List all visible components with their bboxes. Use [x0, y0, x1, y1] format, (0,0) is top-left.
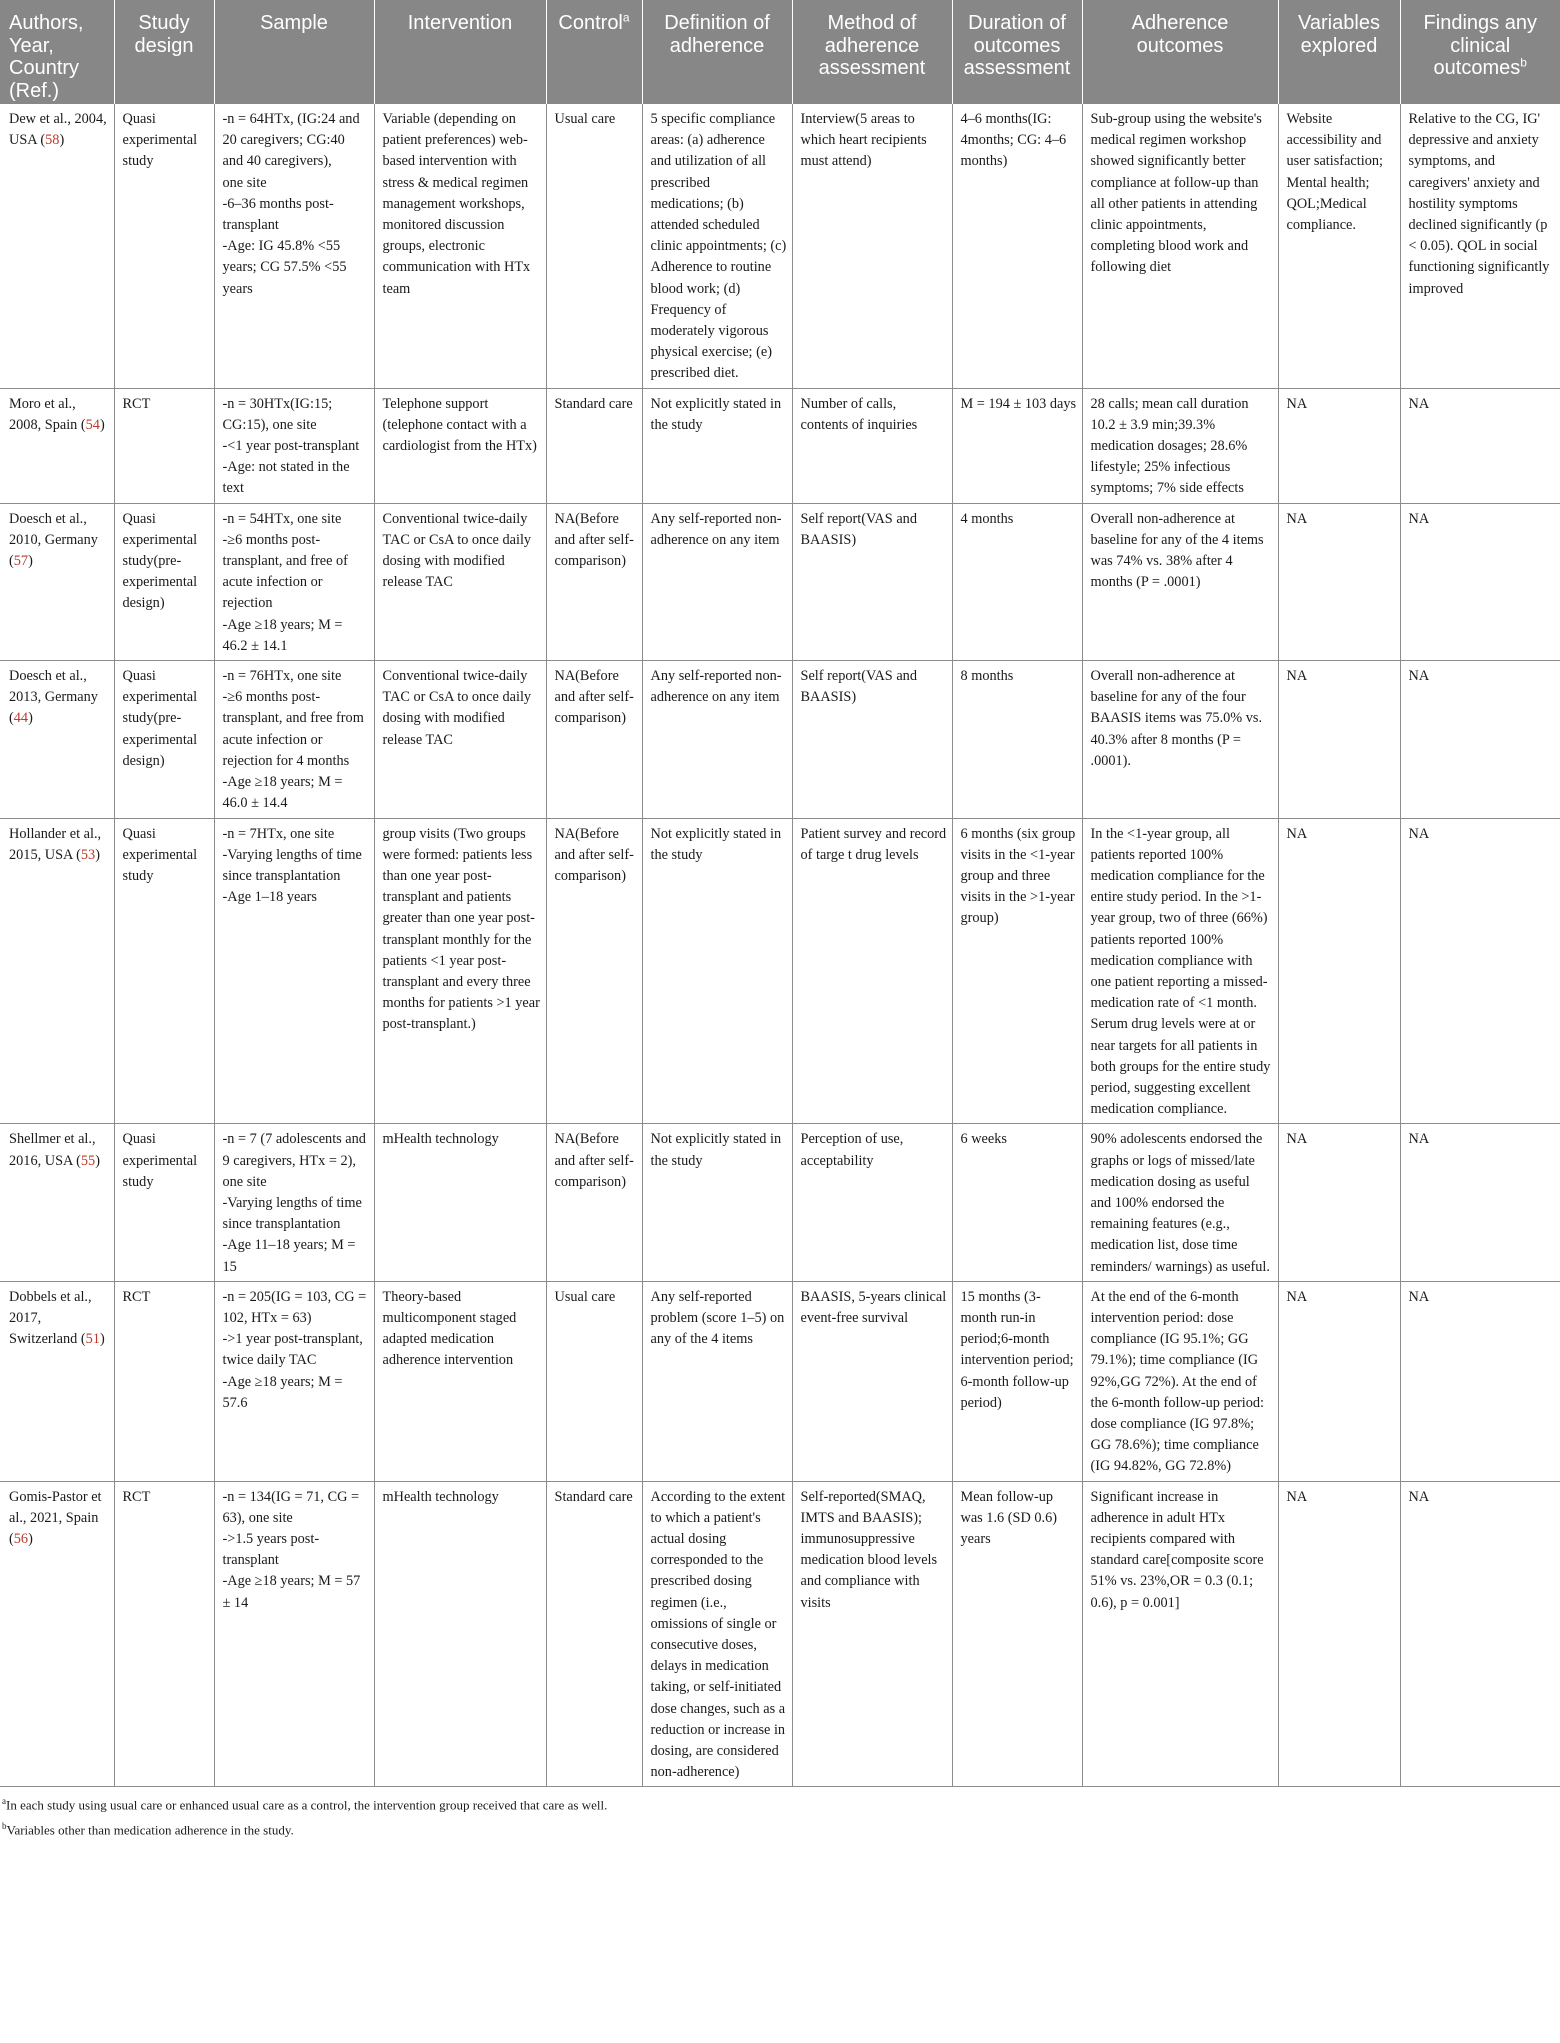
table-row [0, 1124, 1560, 1281]
sample-cell: -n = 7HTx, one site -Varying lengths of time since transplantation -Age 1–18 years [214, 818, 374, 1124]
adherence-outcomes-cell: Significant increase in adherence in adult HTx recipients compared with standard care[composite score 51% vs. 23%,OR = 0.3 (0.1; 0.6), p = 0.001] [1082, 1481, 1278, 1787]
sample-cell: -n = 30HTx(IG:15; CG:15), one site -<1 year post-transplant -Age: not stated in the text [214, 388, 374, 503]
study-design-cell: Quasi experimental study [114, 104, 214, 388]
footnote-mark: a [622, 10, 630, 25]
method-cell: Number of calls, contents of inquiries [792, 388, 952, 503]
column-header [792, 0, 952, 104]
method-cell: Interview(5 areas to which heart recipients must attend) [792, 104, 952, 388]
author-cell: Hollander et al., 2015, USA (53) [0, 818, 114, 1124]
definition-cell: Not explicitly stated in the study [642, 388, 792, 503]
findings-cell: NA [1400, 661, 1560, 818]
study-design-cell: Quasi experimental study [114, 818, 214, 1124]
author-cell: Doesch et al., 2010, Germany (57) [0, 503, 114, 660]
footnote-mark: b [2, 1820, 7, 1831]
author-text: Doesch et al., 2010, Germany [9, 510, 98, 548]
control-cell: Standard care [546, 388, 642, 503]
column-header [214, 0, 374, 104]
duration-cell: 6 weeks [952, 1124, 1082, 1281]
control-cell: Usual care [546, 104, 642, 388]
findings-cell: NA [1400, 1281, 1560, 1481]
sample-cell: -n = 134(IG = 71, CG = 63), one site ->1.5 years post-transplant -Age ≥18 years; M = 57 ± 14 [214, 1481, 374, 1787]
intervention-cell: Theory-based multicomponent staged adapted medication adherence intervention [374, 1281, 546, 1481]
column-header [0, 0, 114, 104]
intervention-cell: mHealth technology [374, 1481, 546, 1787]
duration-cell: 4–6 months(IG: 4months; CG: 4–6 months) [952, 104, 1082, 388]
footnote-a [2, 1791, 1560, 1815]
control-cell: NA(Before and after self-comparison) [546, 661, 642, 818]
column-header [374, 0, 546, 104]
variables-cell: NA [1278, 1281, 1400, 1481]
column-header-label: Method of adherence assessment [818, 12, 926, 79]
findings-cell: NA [1400, 503, 1560, 660]
column-header-label: Definition of adherence [664, 12, 770, 57]
author-text: Dew et al., 2004, USA [9, 111, 107, 149]
adherence-outcomes-cell: In the <1-year group, all patients reported 100% medication compliance for the entire study period. In the >1-year group, two of three (66%) patients reported 100% medication compliance with one patient reporting a missed-medication rate of <1 month. Serum drug levels were at or near targets for all patients in both groups for the entire study period, suggesting excellent medication compliance. [1082, 818, 1278, 1124]
author-text: Doesch et al., 2013, Germany [9, 668, 98, 706]
intervention-cell: Telephone support (telephone contact with a cardiologist from the HTx) [374, 388, 546, 503]
column-header-label: Control [558, 12, 623, 34]
table-row [0, 661, 1560, 818]
column-header [1278, 0, 1400, 104]
sample-cell: -n = 7 (7 adolescents and 9 caregivers, HTx = 2), one site -Varying lengths of time since transplantation -Age 11–18 years; M = 15 [214, 1124, 374, 1281]
duration-cell: Mean follow-up was 1.6 (SD 0.6) years [952, 1481, 1082, 1787]
control-cell: NA(Before and after self-comparison) [546, 818, 642, 1124]
author-cell: Doesch et al., 2013, Germany (44) [0, 661, 114, 818]
sample-cell: -n = 76HTx, one site -≥6 months post-transplant, and free from acute infection or rejection for 4 months -Age ≥18 years; M = 46.0 ± 14.4 [214, 661, 374, 818]
table-row [0, 1281, 1560, 1481]
study-design-cell: Quasi experimental study(pre-experimental design) [114, 503, 214, 660]
author-text: Hollander et al., 2015, USA [9, 825, 102, 863]
author-text: Dobbels et al., 2017, Switzerland [9, 1288, 92, 1348]
sample-cell: -n = 54HTx, one site -≥6 months post-transplant, and free of acute infection or rejection -Age ≥18 years; M = 46.2 ± 14.1 [214, 503, 374, 660]
sample-cell: -n = 205(IG = 103, CG = 102, HTx = 63) ->1 year post-transplant, twice daily TAC -Age ≥18 years; M = 57.6 [214, 1281, 374, 1481]
author-cell: Dobbels et al., 2017, Switzerland (51) [0, 1281, 114, 1481]
intervention-cell: group visits (Two groups were formed: patients less than one year post-transplant and patients greater than one year post-transplant monthly for the patients <1 year post-transplant and every three months for patients >1 year post-transplant.) [374, 818, 546, 1124]
table-row [0, 503, 1560, 660]
footnote-mark: b [1520, 55, 1527, 70]
study-design-cell: Quasi experimental study [114, 1124, 214, 1281]
intervention-cell: Variable (depending on patient preferences) web-based intervention with stress & medical regimen management workshops, monitored discussion groups, electronic communication with HTx team [374, 104, 546, 388]
author-cell: Shellmer et al., 2016, USA (55) [0, 1124, 114, 1281]
duration-cell: 4 months [952, 503, 1082, 660]
variables-cell: NA [1278, 661, 1400, 818]
variables-cell: NA [1278, 503, 1400, 660]
reference-link[interactable]: 56 [13, 1531, 29, 1547]
definition-cell: Not explicitly stated in the study [642, 1124, 792, 1281]
method-cell: Self report(VAS and BAASIS) [792, 661, 952, 818]
author-cell: Moro et al., 2008, Spain (54) [0, 388, 114, 503]
column-header [642, 0, 792, 104]
control-cell: Usual care [546, 1281, 642, 1481]
adherence-outcomes-cell: At the end of the 6-month intervention period: dose compliance (IG 95.1%; GG 79.1%); time compliance (IG 92%,GG 72%). At the end of the 6-month follow-up period: dose compliance (IG 97.8%; GG 78.6%); time compliance (IG 94.82%, GG 72.8%) [1082, 1281, 1278, 1481]
table-row [0, 104, 1560, 388]
adherence-outcomes-cell: Overall non-adherence at baseline for any of the 4 items was 74% vs. 38% after 4 months (P = .0001) [1082, 503, 1278, 660]
method-cell: Self report(VAS and BAASIS) [792, 503, 952, 660]
intervention-cell: Conventional twice-daily TAC or CsA to once daily dosing with modified release TAC [374, 503, 546, 660]
variables-cell: NA [1278, 818, 1400, 1124]
table-body [0, 104, 1560, 1787]
column-header-label: Intervention [407, 12, 513, 34]
column-header [952, 0, 1082, 104]
definition-cell: 5 specific compliance areas: (a) adherence and utilization of all prescribed medications; (b) attended scheduled clinic appointments; (c) Adherence to routine blood work; (d) Frequency of moderately vigorous physical exercise; (e) prescribed diet. [642, 104, 792, 388]
adherence-outcomes-cell: 28 calls; mean call duration 10.2 ± 3.9 min;39.3% medication dosages; 28.6% lifestyle; 25% infectious symptoms; 7% side effects [1082, 388, 1278, 503]
column-header-label: Variables explored [1298, 12, 1380, 57]
duration-cell: 8 months [952, 661, 1082, 818]
adherence-outcomes-cell: Sub-group using the website's medical regimen workshop showed significantly better compliance at follow-up than all other patients in attending clinic appointments, completing blood work and following diet [1082, 104, 1278, 388]
duration-cell: 15 months (3-month run-in period;6-month intervention period; 6-month follow-up period) [952, 1281, 1082, 1481]
definition-cell: Any self-reported non-adherence on any item [642, 503, 792, 660]
footnote-mark: a [2, 1796, 6, 1807]
author-text: Gomis-Pastor et al., 2021, Spain [9, 1488, 102, 1526]
findings-cell: NA [1400, 1481, 1560, 1787]
reference-link[interactable]: 55 [80, 1152, 96, 1169]
column-header-label: Sample [260, 12, 328, 34]
reference-link[interactable]: 44 [13, 710, 29, 727]
author-cell: Gomis-Pastor et al., 2021, Spain (56) [0, 1481, 114, 1787]
study-design-cell: RCT [114, 1281, 214, 1481]
control-cell: Standard care [546, 1481, 642, 1787]
author-cell: Dew et al., 2004, USA (58) [0, 104, 114, 388]
column-header [1082, 0, 1278, 104]
footnote-b [2, 1816, 1560, 1840]
table-row [0, 388, 1560, 503]
author-text: Shellmer et al., 2016, USA [9, 1131, 96, 1169]
method-cell: Patient survey and record of targe t drug levels [792, 818, 952, 1124]
column-header [1400, 0, 1560, 104]
variables-cell: NA [1278, 388, 1400, 503]
definition-cell: Any self-reported non-adherence on any item [642, 661, 792, 818]
intervention-cell: mHealth technology [374, 1124, 546, 1281]
column-header [546, 0, 642, 104]
column-header [114, 0, 214, 104]
findings-cell: Relative to the CG, IG' depressive and anxiety symptoms, and caregivers' anxiety and hostility symptoms declined significantly (p < 0.05). QOL in social functioning significantly improved [1400, 104, 1560, 388]
reference-link[interactable]: 58 [45, 132, 60, 149]
intervention-cell: Conventional twice-daily TAC or CsA to once daily dosing with modified release TAC [374, 661, 546, 818]
table-row [0, 818, 1560, 1124]
findings-cell: NA [1400, 388, 1560, 503]
table-row [0, 1481, 1560, 1787]
study-design-cell: RCT [114, 388, 214, 503]
reference-link[interactable]: 53 [80, 846, 96, 863]
author-text: Moro et al., 2008, Spain [9, 395, 78, 433]
duration-cell: M = 194 ± 103 days [952, 388, 1082, 503]
reference-link[interactable]: 54 [85, 416, 100, 433]
definition-cell: Any self-reported problem (score 1–5) on any of the 4 items [642, 1281, 792, 1481]
study-design-cell: RCT [114, 1481, 214, 1787]
variables-cell: NA [1278, 1481, 1400, 1787]
findings-cell: NA [1400, 818, 1560, 1124]
reference-link[interactable]: 57 [13, 553, 29, 570]
variables-cell: NA [1278, 1124, 1400, 1281]
footnote-text: Variables other than medication adherence in the study. [6, 1822, 294, 1838]
control-cell: NA(Before and after self-comparison) [546, 1124, 642, 1281]
table-header-row [0, 0, 1560, 104]
method-cell: Self-reported(SMAQ, IMTS and BAASIS); immunosuppressive medication blood levels and compliance with visits [792, 1481, 952, 1787]
sample-cell: -n = 64HTx, (IG:24 and 20 caregivers; CG:40 and 40 caregivers), one site -6–36 months post-transplant -Age: IG 45.8% <55 years; CG 57.5% <55 years [214, 104, 374, 388]
variables-cell: Website accessibility and user satisfaction; Mental health; QOL;Medical compliance. [1278, 104, 1400, 388]
definition-cell: According to the extent to which a patient's actual dosing corresponded to the prescribed dosing regimen (i.e., omissions of single or consecutive doses, delays in medication taking, or self-initiated dose changes, such as a reduction or increase in dosing, are considered non-adherence) [642, 1481, 792, 1787]
footnote-text: In each study using usual care or enhanced usual care as a control, the intervention group received that care as well. [6, 1797, 608, 1813]
method-cell: Perception of use, acceptability [792, 1124, 952, 1281]
definition-cell: Not explicitly stated in the study [642, 818, 792, 1124]
column-header-label: Findings any clinical outcomes [1423, 12, 1537, 79]
column-header-label: Study design [134, 12, 194, 57]
table-footnotes [0, 1787, 1560, 1840]
study-design-cell: Quasi experimental study(pre-experimental design) [114, 661, 214, 818]
reference-link[interactable]: 51 [85, 1331, 100, 1348]
method-cell: BAASIS, 5-years clinical event-free survival [792, 1281, 952, 1481]
adherence-outcomes-cell: 90% adolescents endorsed the graphs or logs of missed/late medication dosing as useful and 100% endorsed the remaining features (e.g., medication list, dose time reminders/ warnings) as useful. [1082, 1124, 1278, 1281]
column-header-label: Adherence outcomes [1131, 12, 1229, 57]
duration-cell: 6 months (six group visits in the <1-year group and three visits in the >1-year group) [952, 818, 1082, 1124]
control-cell: NA(Before and after self-comparison) [546, 503, 642, 660]
adherence-outcomes-cell: Overall non-adherence at baseline for any of the four BAASIS items was 75.0% vs. 40.3% after 8 months (P = .0001). [1082, 661, 1278, 818]
column-header-label: Duration of outcomes assessment [963, 12, 1071, 79]
column-header-label: Authors, Year, Country (Ref.) [9, 12, 84, 102]
findings-cell: NA [1400, 1124, 1560, 1281]
